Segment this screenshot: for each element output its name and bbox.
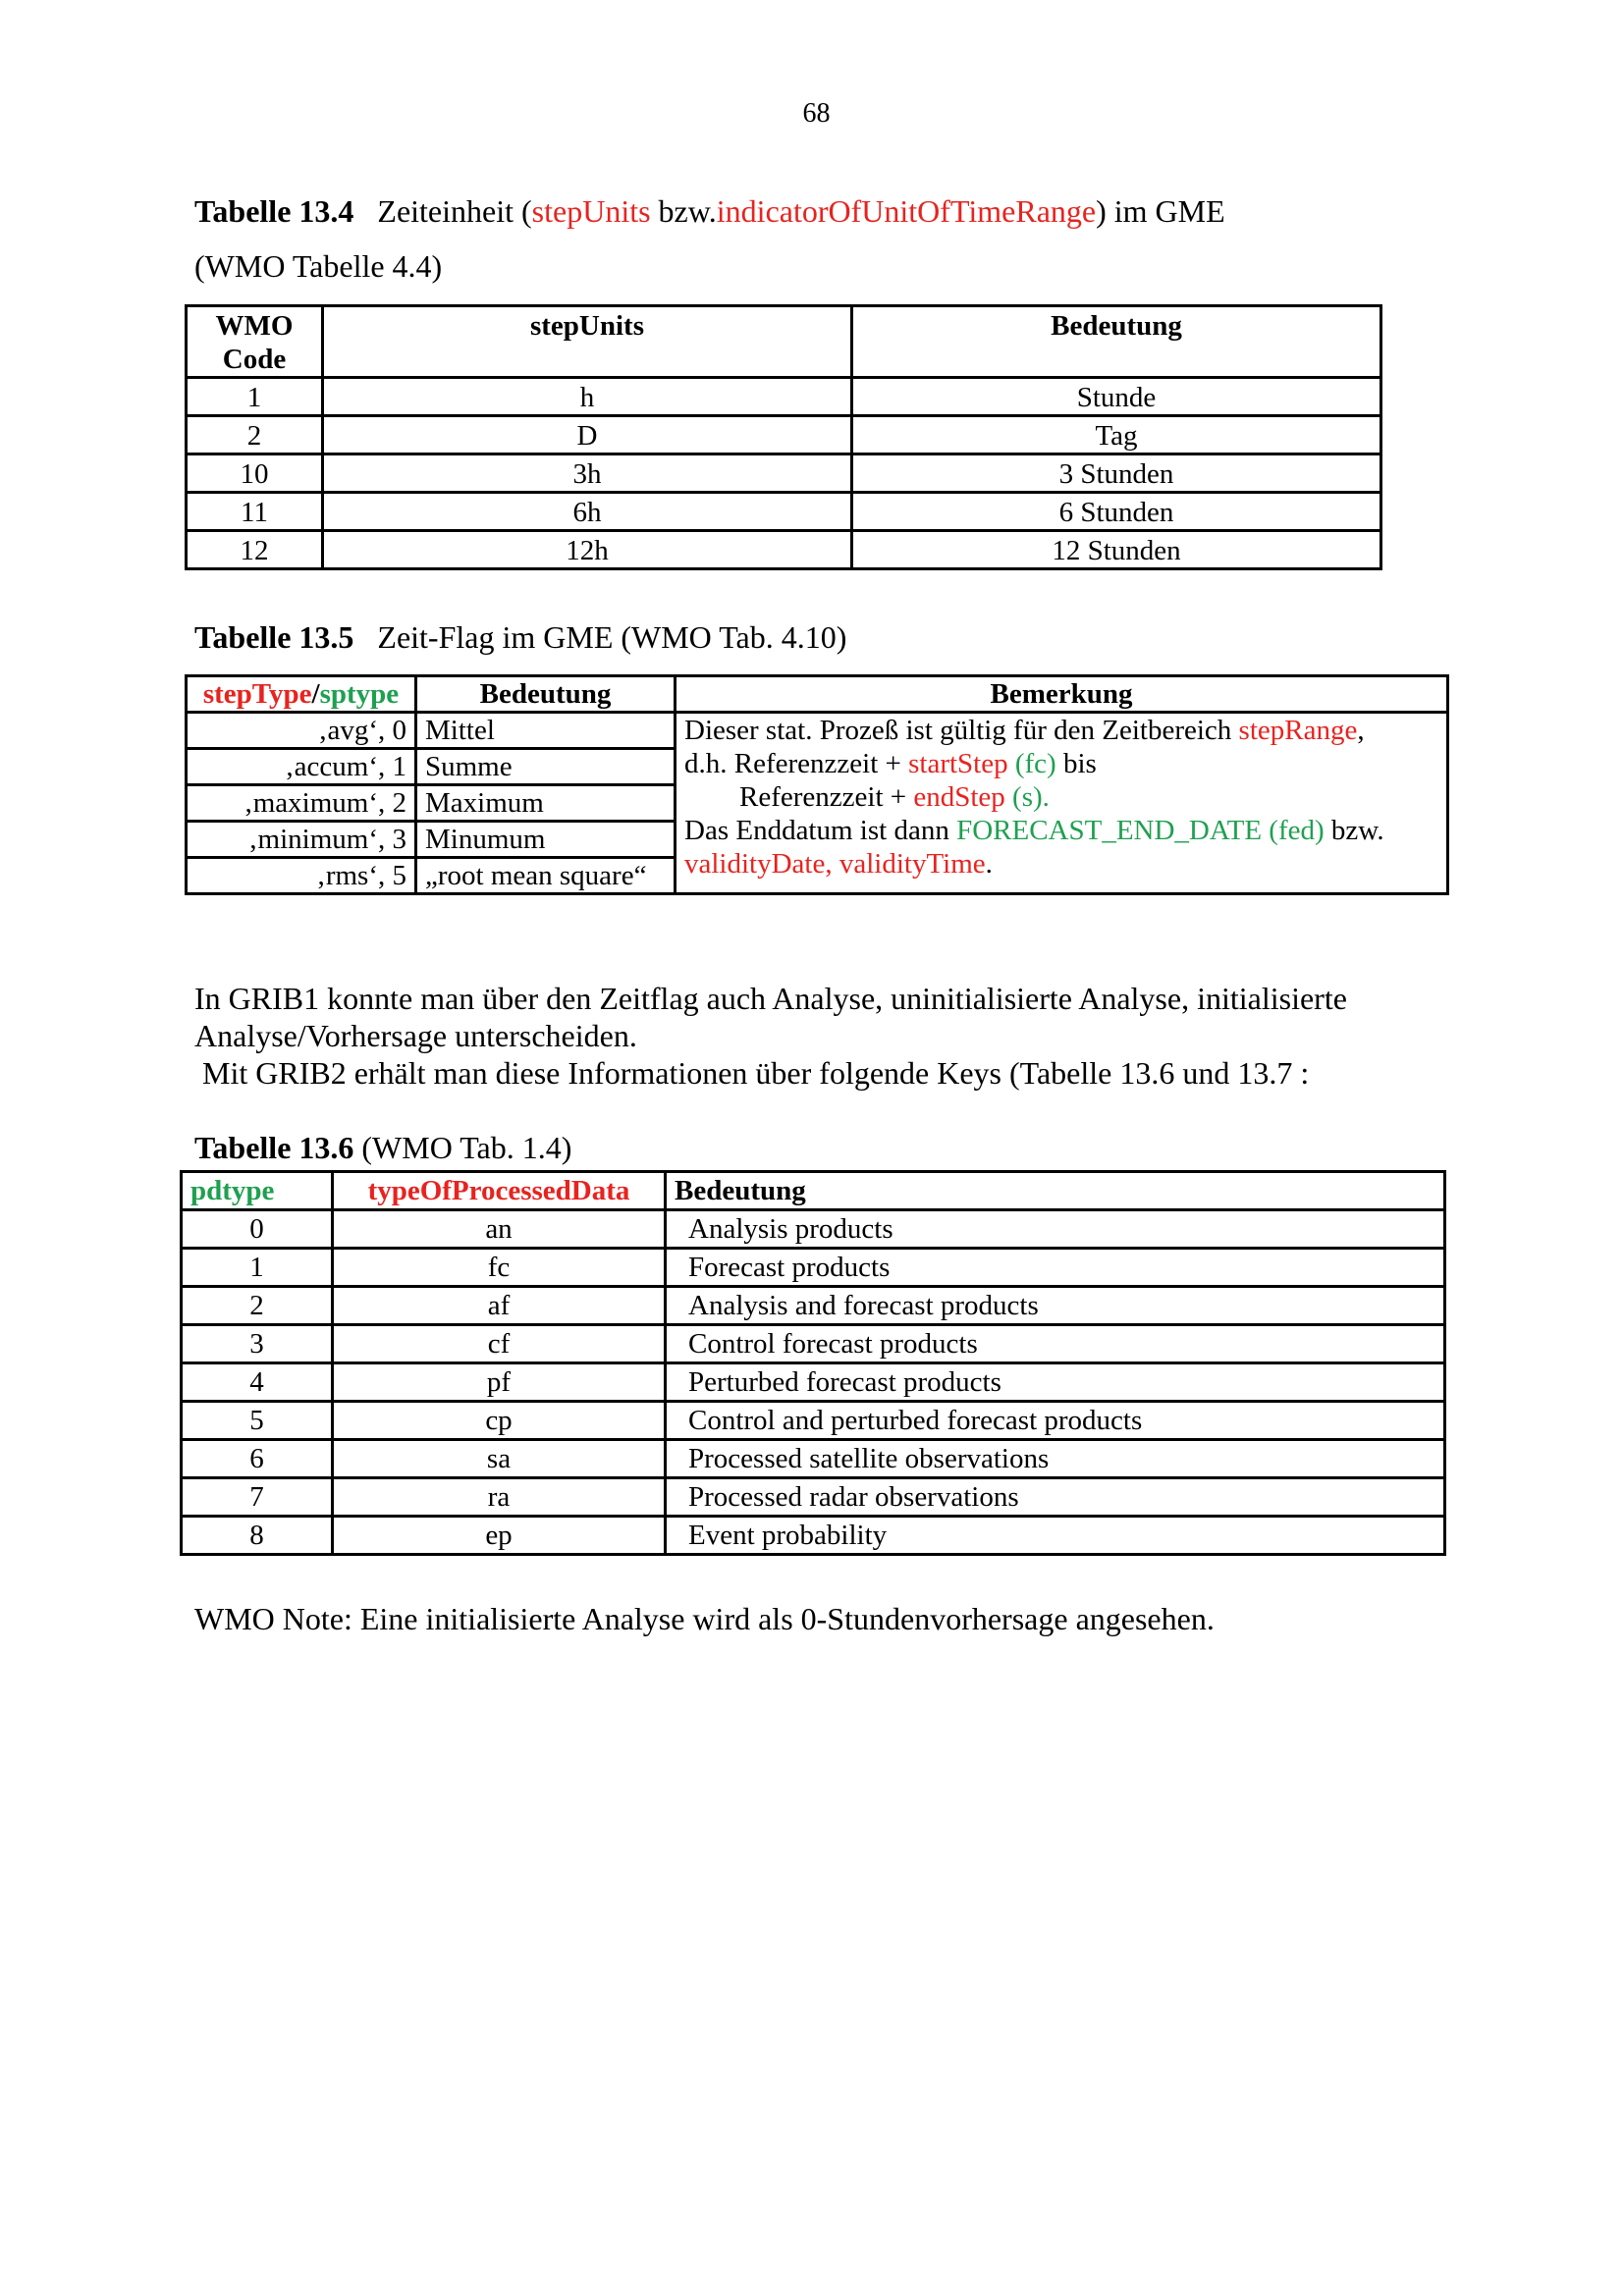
table-row (182, 1210, 1445, 1249)
remark-text: . (985, 848, 993, 880)
table-row (182, 1363, 1445, 1402)
header-cell: stepUnits (323, 306, 852, 378)
table-row (187, 378, 1381, 416)
table-cell: h (323, 378, 852, 416)
table-cell: 3 (182, 1325, 333, 1363)
table-cell: ‚minimum‘, 3 (187, 822, 416, 858)
remark-key: startStep (908, 748, 1008, 779)
remark-line (684, 747, 1438, 780)
wmo-note: WMO Note: Eine initialisierte Analyse wird als 0-Stundenvorhersage angesehen. (194, 1601, 1215, 1636)
table-cell: 5 (182, 1402, 333, 1440)
table-cell: cp (333, 1402, 666, 1440)
caption-text: Zeiteinheit ( (377, 193, 532, 229)
table-cell: Stunde (852, 378, 1381, 416)
remark-text: bzw. (1324, 815, 1384, 846)
table-cell: 12 (187, 531, 323, 569)
header-cell: pdtype (182, 1172, 333, 1210)
table-cell: 2 (182, 1287, 333, 1325)
table-cell: Control and perturbed forecast products (666, 1402, 1445, 1440)
caption-text: bzw. (650, 193, 717, 229)
table-cell: Analysis products (666, 1210, 1445, 1249)
table-cell: Forecast products (666, 1249, 1445, 1287)
table-cell: 6 (182, 1440, 333, 1478)
table-cell: 10 (187, 454, 323, 493)
table-cell: ‚maximum‘, 2 (187, 785, 416, 822)
table-cell: D (323, 416, 852, 454)
table-cell: 3h (323, 454, 852, 493)
table-cell: fc (333, 1249, 666, 1287)
header-cell: Bedeutung (852, 306, 1381, 378)
header-sep: / (311, 678, 320, 710)
table-cell: Event probability (666, 1517, 1445, 1555)
table-cell: Mittel (416, 713, 676, 749)
table-cell: af (333, 1287, 666, 1325)
table-row (182, 1402, 1445, 1440)
table-row (187, 454, 1381, 493)
table-cell: 1 (187, 378, 323, 416)
table-row (182, 1517, 1445, 1555)
remark-text: Referenzzeit + (739, 781, 914, 813)
table-cell: Tag (852, 416, 1381, 454)
table-row (187, 493, 1381, 531)
table-cell: 7 (182, 1478, 333, 1517)
header-key: sptype (319, 678, 400, 710)
remark-key: validityDate, validityTime (684, 848, 986, 880)
remark-cell (676, 713, 1448, 894)
paragraph-line: Mit GRIB2 erhält man diese Informationen über folgende Keys (Tabelle 13.6 und 13.7 : (194, 1055, 1310, 1091)
table-cell: Summe (416, 749, 676, 785)
remark-text: Dieser stat. Prozeß ist gültig für den Zeitbereich (684, 715, 1239, 746)
table-cell: 8 (182, 1517, 333, 1555)
remark-line (684, 847, 1438, 881)
table-header-row (187, 676, 1448, 713)
remark-line (684, 714, 1438, 747)
table-label: Tabelle 13.4 (194, 193, 354, 229)
body-paragraph (194, 980, 1471, 1092)
table-cell: 6 Stunden (852, 493, 1381, 531)
header-cell: typeOfProcessedData (333, 1172, 666, 1210)
table-cell: 11 (187, 493, 323, 531)
table-row (187, 416, 1381, 454)
header-cell: Bedeutung (416, 676, 676, 713)
table-cell: ‚rms‘, 5 (187, 858, 416, 894)
table-header-row (187, 306, 1381, 378)
table-row (182, 1249, 1445, 1287)
table-cell: ra (333, 1478, 666, 1517)
remark-key: FORECAST_END_DATE (fed) (956, 815, 1325, 846)
table-row (187, 531, 1381, 569)
paragraph-line: In GRIB1 konnte man über den Zeitflag auch Analyse, uninitialisierte Analyse, initialisierte (194, 981, 1347, 1016)
header-key: stepType (202, 678, 312, 710)
table-row (182, 1440, 1445, 1478)
table-row (182, 1325, 1445, 1363)
table-cell: Control forecast products (666, 1325, 1445, 1363)
table-cell: „root mean square“ (416, 858, 676, 894)
table-cell: ‚accum‘, 1 (187, 749, 416, 785)
remark-key: stepRange (1238, 715, 1358, 746)
table-cell: 4 (182, 1363, 333, 1402)
table-cell: 2 (187, 416, 323, 454)
caption-key: stepUnits (531, 193, 651, 229)
table-cell: Processed satellite observations (666, 1440, 1445, 1478)
table-cell: 12 Stunden (852, 531, 1381, 569)
caption-text: (WMO Tab. 1.4) (353, 1130, 572, 1165)
header-cell: Bemerkung (676, 676, 1448, 713)
table-13-6 (180, 1170, 1446, 1556)
table-cell: Perturbed forecast products (666, 1363, 1445, 1402)
table-cell: an (333, 1210, 666, 1249)
page-number: 68 (802, 98, 831, 129)
table-row (187, 713, 1448, 749)
header-cell: WMO Code (187, 306, 323, 378)
table-cell: cf (333, 1325, 666, 1363)
remark-key: (fc) (1007, 748, 1056, 779)
table-cell: Maximum (416, 785, 676, 822)
table-cell: sa (333, 1440, 666, 1478)
remark-line (684, 814, 1438, 847)
remark-text: Das Enddatum ist dann (684, 815, 957, 846)
table-13-5-caption (194, 618, 846, 656)
table-cell: 12h (323, 531, 852, 569)
table-label: Tabelle 13.5 (194, 619, 354, 655)
remark-line (684, 780, 1438, 814)
table-cell: 1 (182, 1249, 333, 1287)
table-header-row (182, 1172, 1445, 1210)
table-cell: pf (333, 1363, 666, 1402)
table-cell: ep (333, 1517, 666, 1555)
paragraph-line: Analyse/Vorhersage unterscheiden. (194, 1018, 637, 1053)
table-13-5 (185, 674, 1449, 895)
remark-text: d.h. Referenzzeit + (684, 748, 909, 779)
table-row (182, 1287, 1445, 1325)
table-row (182, 1478, 1445, 1517)
header-cell: Bedeutung (666, 1172, 1445, 1210)
table-cell: ‚avg‘, 0 (187, 713, 416, 749)
table-label: Tabelle 13.6 (194, 1130, 354, 1165)
remark-key: endStep (913, 781, 1005, 813)
header-cell (187, 676, 416, 713)
table-cell: 0 (182, 1210, 333, 1249)
table-cell: Minumum (416, 822, 676, 858)
table-13-4-caption (194, 192, 1225, 230)
caption-text: Zeit-Flag im GME (WMO Tab. 4.10) (377, 619, 847, 655)
caption-text: ) im GME (1096, 193, 1225, 229)
table-13-6-caption (194, 1129, 571, 1166)
remark-text: bis (1055, 748, 1097, 779)
caption-key: indicatorOfUnitOfTimeRange (716, 193, 1097, 229)
table-cell: 3 Stunden (852, 454, 1381, 493)
remark-key: (s). (1004, 781, 1050, 813)
table-cell: 6h (323, 493, 852, 531)
table-cell: Analysis and forecast products (666, 1287, 1445, 1325)
table-13-4-caption-line2: (WMO Tabelle 4.4) (194, 248, 443, 284)
table-cell: Processed radar observations (666, 1478, 1445, 1517)
remark-text: , (1357, 715, 1365, 746)
table-13-4 (185, 304, 1382, 570)
